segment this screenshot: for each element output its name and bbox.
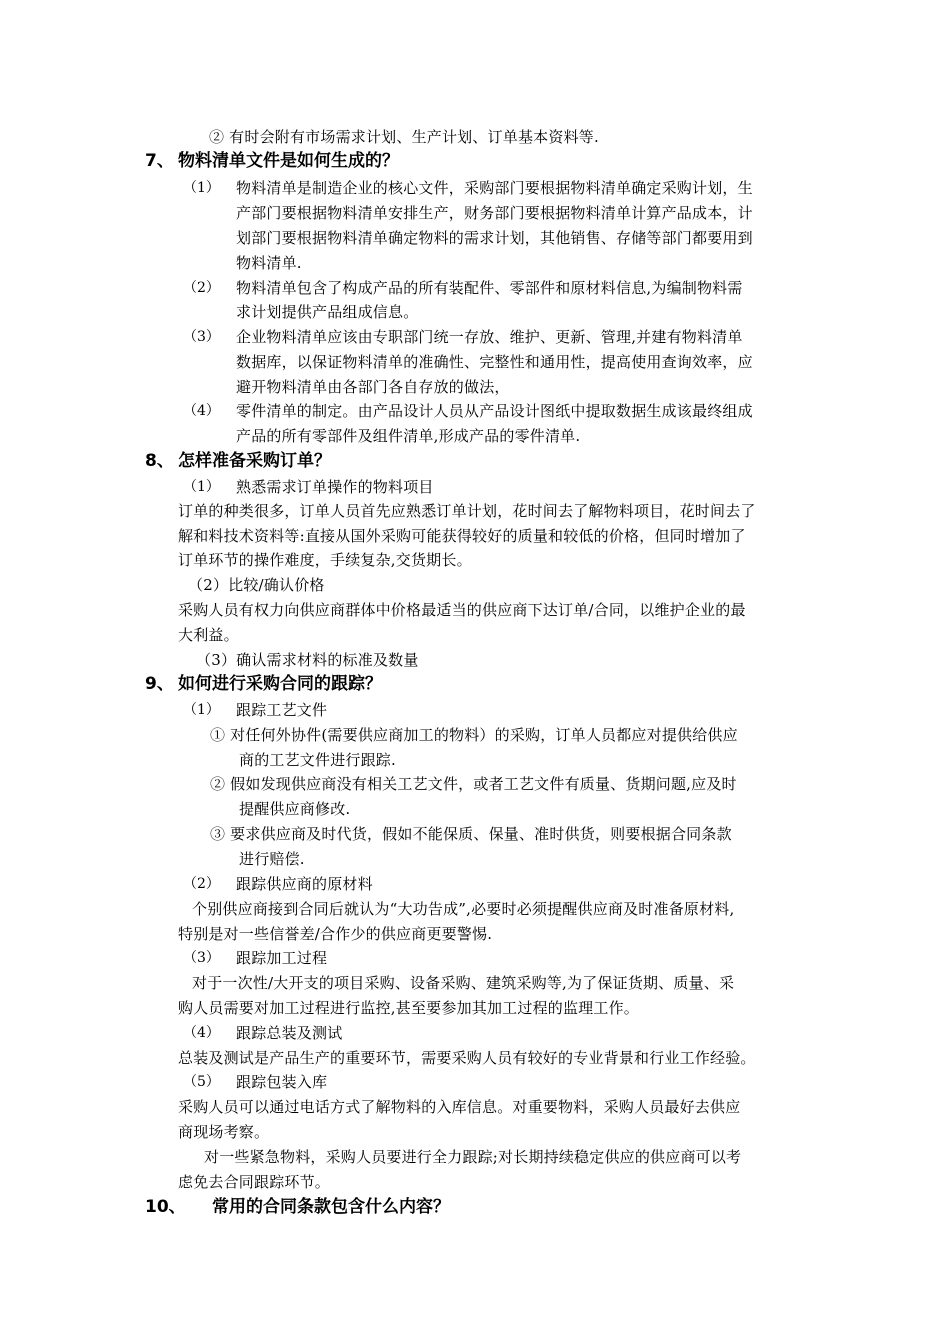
text-line: ② 假如发现供应商没有相关工艺文件，或者工艺文件有质量、货期问题,应及时 bbox=[210, 775, 737, 793]
item-marker: （3） bbox=[183, 950, 220, 966]
text-line: 特别是对一些信誉差/合作少的供应商更要警惕. bbox=[178, 925, 493, 943]
text-line: 跟踪工艺文件 bbox=[236, 701, 328, 719]
text-line: 跟踪加工过程 bbox=[236, 949, 328, 967]
text-line: 跟踪包装入库 bbox=[236, 1073, 328, 1091]
section-heading: 怎样准备采购订单？ bbox=[178, 451, 331, 471]
section-heading: 如何进行采购合同的跟踪？ bbox=[178, 674, 382, 694]
text-line: 购人员需要对加工过程进行监控,甚至要参加其加工过程的监理工作。 bbox=[178, 999, 639, 1017]
text-line: 总装及测试是产品生产的重要环节，需要采购人员有较好的专业背景和行业工作经验。 bbox=[178, 1049, 756, 1067]
text-line: 数据库，以保证物料清单的准确性、完整性和通用性，提高使用查询效率，应 bbox=[236, 353, 753, 371]
section-heading: 物料清单文件是如何生成的？ bbox=[178, 151, 399, 171]
text-line: 提醒供应商修改. bbox=[239, 800, 351, 818]
text-line: 求计划提供产品组成信息。 bbox=[236, 303, 419, 321]
text-line: （2）比较/确认价格 bbox=[188, 576, 325, 594]
item-marker: （3） bbox=[183, 329, 220, 345]
text-line: 产品的所有零部件及组件清单,形成产品的零件清单. bbox=[236, 427, 581, 445]
text-line: 零件清单的制定。由产品设计人员从产品设计图纸中提取数据生成该最终组成 bbox=[236, 402, 753, 420]
section-heading: 常用的合同条款包含什么内容？ bbox=[212, 1197, 450, 1217]
text-line: ③ 要求供应商及时代货，假如不能保质、保量、准时供货，则要根据合同条款 bbox=[210, 825, 732, 843]
text-line: 熟悉需求订单操作的物料项目 bbox=[236, 478, 434, 496]
text-line: 订单环节的操作难度，手续复杂,交货期长。 bbox=[178, 551, 472, 569]
item-marker: （4） bbox=[183, 1025, 220, 1041]
item-marker: （1） bbox=[183, 479, 220, 495]
text-line: 对于一次性/大开支的项目采购、设备采购、建筑采购等,为了保证货期、质量、采 bbox=[192, 974, 735, 992]
text-line: ② 有时会附有市场需求计划、生产计划、订单基本资料等. bbox=[209, 128, 599, 146]
text-line: 物料清单. bbox=[236, 254, 302, 272]
text-line: 个别供应商接到合同后就认为“大功告成”,必要时必须提醒供应商及时准备原材料, bbox=[192, 900, 735, 918]
heading-number: 9、 bbox=[145, 674, 174, 694]
item-marker: （2） bbox=[183, 280, 220, 296]
text-line: 进行赔偿. bbox=[239, 850, 305, 868]
text-line: 解和料技术资料等:直接从国外采购可能获得较好的质量和较低的价格，但同时增加了 bbox=[178, 527, 746, 545]
text-line: 对一些紧急物料，采购人员要进行全力跟踪;对长期持续稳定供应的供应商可以考 bbox=[204, 1148, 742, 1166]
heading-number: 10、 bbox=[145, 1197, 186, 1217]
item-marker: （4） bbox=[183, 403, 220, 419]
text-line: 订单的种类很多，订单人员首先应熟悉订单计划，花时间去了解物料项目，花时间去了 bbox=[178, 502, 756, 520]
text-line: 采购人员可以通过电话方式了解物料的入库信息。对重要物料，采购人员最好去供应 bbox=[178, 1098, 741, 1116]
text-line: 企业物料清单应该由专职部门统一存放、维护、更新、管理,并建有物料清单 bbox=[236, 328, 743, 346]
text-line: 大利益。 bbox=[178, 626, 239, 644]
text-line: 避开物料清单由各部门各自存放的做法， bbox=[236, 378, 510, 396]
text-line: 物料清单是制造企业的核心文件，采购部门要根据物料清单确定采购计划，生 bbox=[236, 179, 753, 197]
heading-number: 7、 bbox=[145, 151, 174, 171]
text-line: 商的工艺文件进行跟踪. bbox=[239, 751, 396, 769]
item-marker: （1） bbox=[183, 702, 220, 718]
text-line: ① 对任何外协件(需要供应商加工的物料）的采购，订单人员都应对提供给供应 bbox=[210, 726, 738, 744]
text-line: 跟踪供应商的原材料 bbox=[236, 875, 373, 893]
item-marker: （2） bbox=[183, 876, 220, 892]
text-line: 采购人员有权力向供应商群体中价格最适当的供应商下达订单/合同，以维护企业的最 bbox=[178, 601, 746, 619]
text-line: 产部门要根据物料清单安排生产，财务部门要根据物料清单计算产品成本，计 bbox=[236, 204, 753, 222]
text-line: 商现场考察。 bbox=[178, 1123, 270, 1141]
text-line: 划部门要根据物料清单确定物料的需求计划，其他销售、存储等部门都要用到 bbox=[236, 229, 753, 247]
text-line: 跟踪总装及测试 bbox=[236, 1024, 343, 1042]
item-marker: （1） bbox=[183, 180, 220, 196]
text-line: 虑免去合同跟踪环节。 bbox=[178, 1173, 331, 1191]
text-line: （3）确认需求材料的标准及数量 bbox=[196, 651, 419, 669]
heading-number: 8、 bbox=[145, 451, 174, 471]
item-marker: （5） bbox=[183, 1074, 220, 1090]
text-line: 物料清单包含了构成产品的所有装配件、零部件和原材料信息,为编制物料需 bbox=[236, 279, 743, 297]
